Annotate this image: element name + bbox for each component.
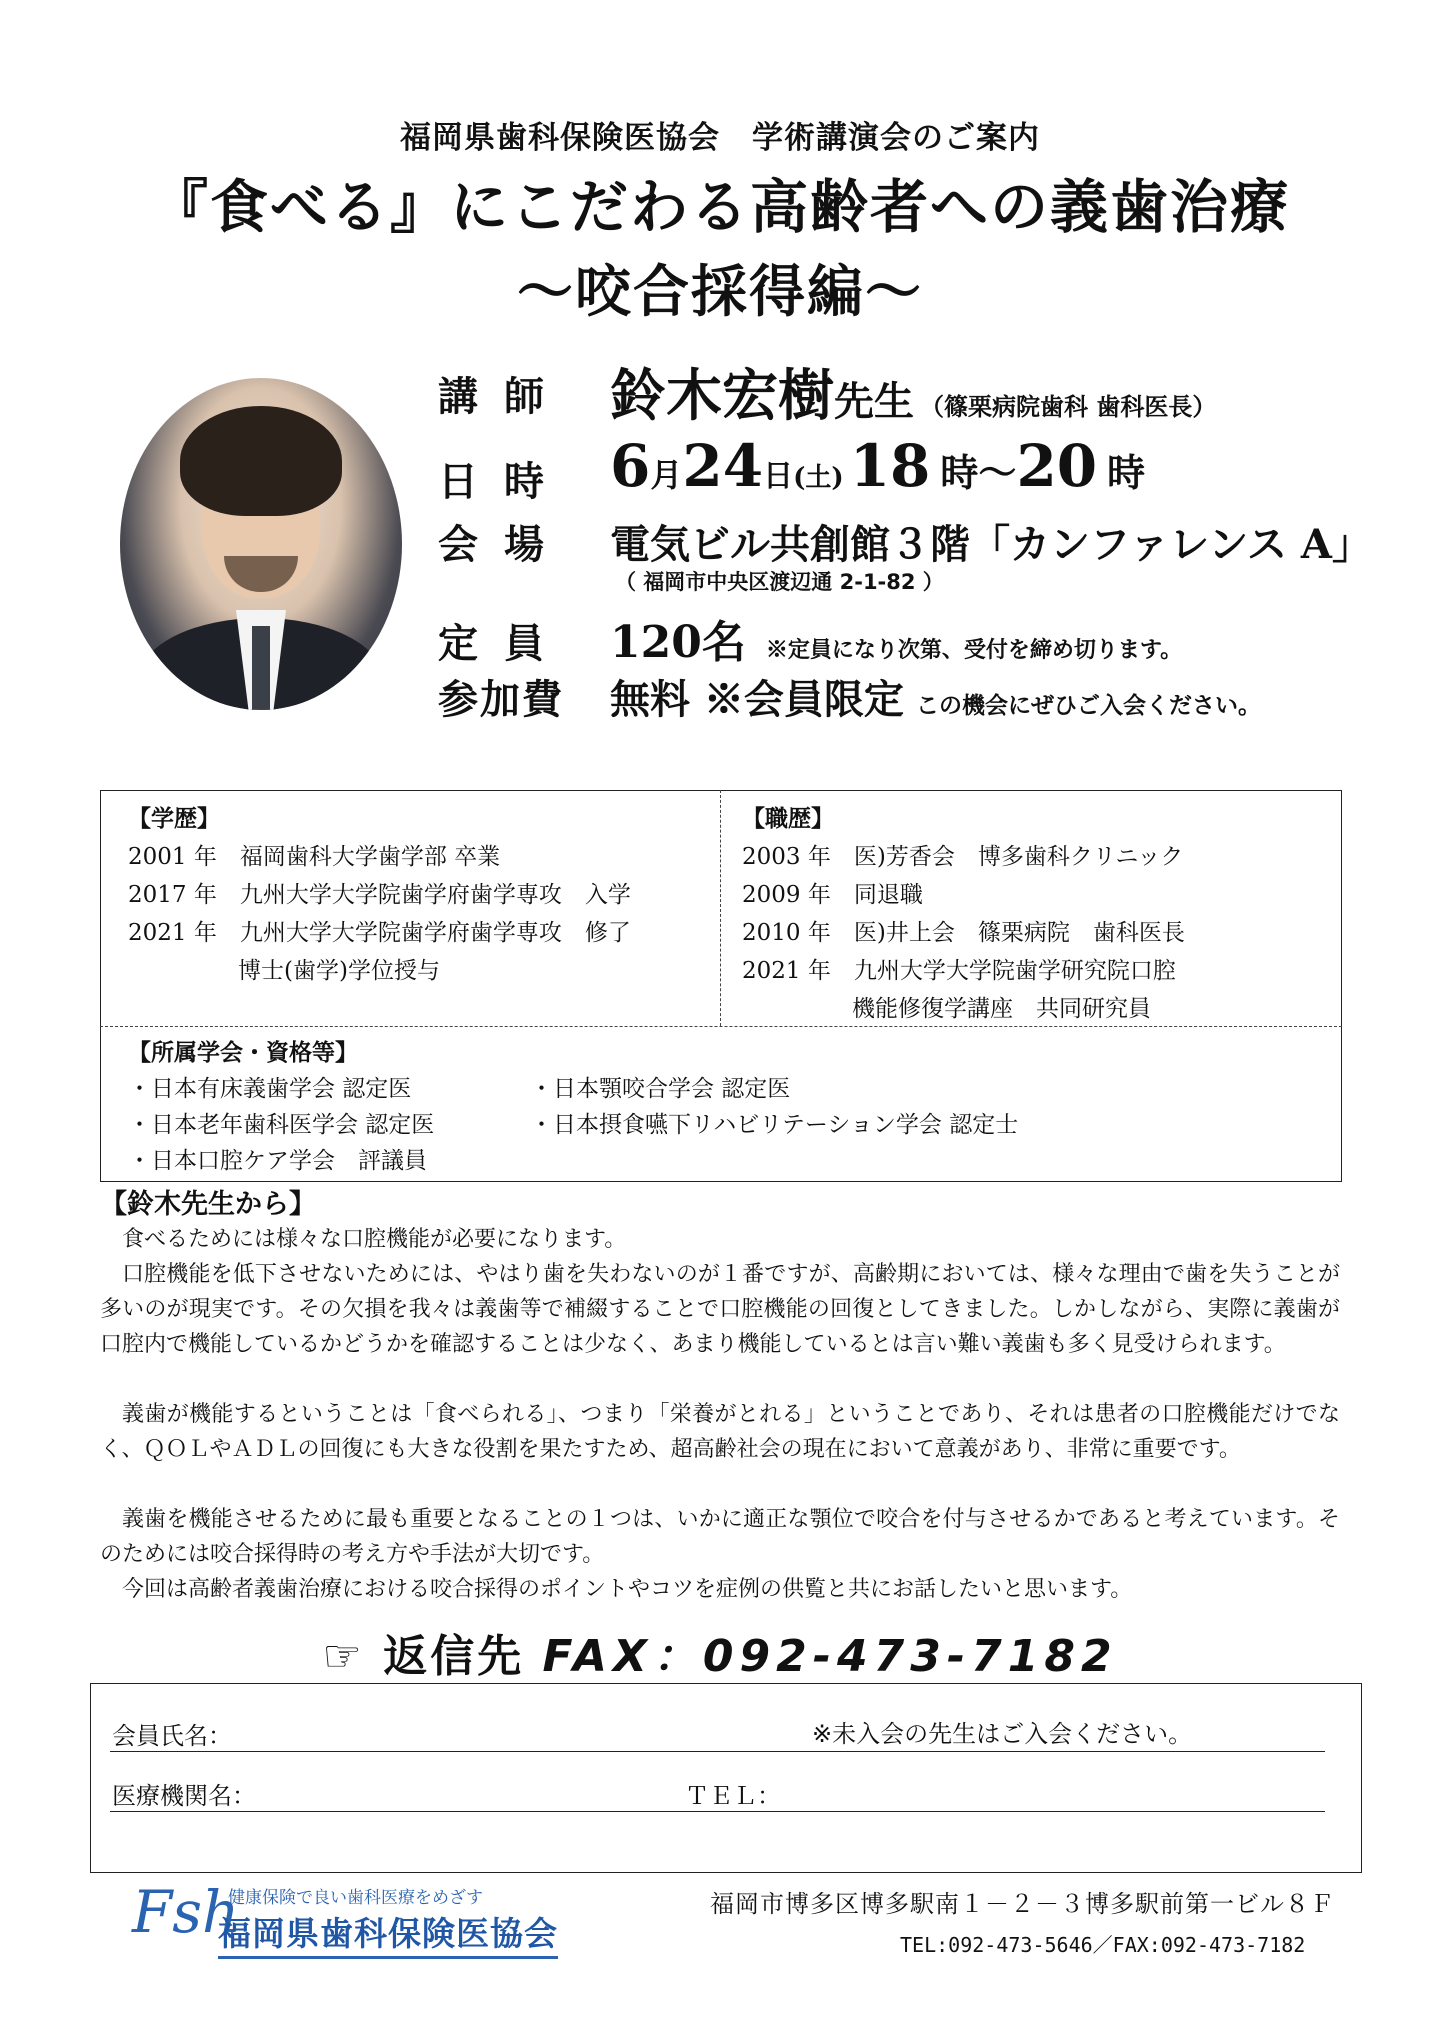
- venue: 電気ビル共創館３階「カンファレンス A」: [610, 521, 1372, 568]
- institution-label: 医療機関名：: [112, 1782, 256, 1810]
- capacity-label: 定員: [438, 620, 570, 667]
- career-row: 2009 年 同退職: [742, 882, 923, 908]
- profile-divider-vertical: [720, 790, 721, 1026]
- time-end: 20: [1016, 432, 1098, 500]
- event-subtitle: ～咬合採得編～: [517, 259, 923, 325]
- society-item: ・日本老年歯科医学会 認定医: [128, 1112, 435, 1138]
- education-row: 2021 年 九州大学大学院歯学府歯学専攻 修了: [128, 920, 631, 946]
- lecturer-suffix: 先生: [834, 378, 914, 425]
- career-row: 2021 年 九州大学大学院歯学研究院口腔: [742, 958, 1176, 984]
- date-day-unit: 日: [763, 459, 794, 494]
- logo-tagline: 健康保険で良い歯科医療をめざす: [228, 1888, 483, 1908]
- fee-line: [610, 668, 1261, 725]
- date-line: [610, 432, 1145, 500]
- career-row: 2010 年 医)井上会 篠栗病院 歯科医長: [742, 920, 1185, 946]
- organizer-heading: 福岡県歯科保険医協会 学術講演会のご案内: [400, 120, 1040, 156]
- capacity-note: ※定員になり次第、受付を締め切ります。: [765, 637, 1183, 663]
- fee-label: 参加費: [438, 676, 564, 723]
- society-item: ・日本有床義歯学会 認定医: [128, 1076, 412, 1102]
- society-item: ・日本口腔ケア学会 評議員: [128, 1148, 427, 1174]
- capacity-line: [610, 606, 1182, 670]
- non-member-note: ※未入会の先生はご入会ください。: [812, 1720, 1193, 1748]
- date-label: 日時: [438, 458, 570, 505]
- pointing-hand-icon: ☞: [322, 1631, 365, 1682]
- fee: 無料 ※会員限定: [610, 676, 904, 723]
- career-row: 機能修復学講座 共同研究員: [852, 996, 1151, 1022]
- message-paragraph: 義歯を機能させるために最も重要となることの１つは、いかに適正な顎位で咬合を付与させるかであると考えています。そのためには咬合採得時の考え方や手法が大切です。: [100, 1507, 1340, 1567]
- reply-fax-line: [0, 1620, 1440, 1684]
- lecturer-photo: [120, 378, 402, 710]
- message-paragraph: 食べるためには様々な口腔機能が必要になります。: [122, 1227, 627, 1252]
- reply-fax-number: FAX：092-473-7182: [542, 1631, 1118, 1682]
- message-paragraph: 義歯が機能するということは「食べられる」、つまり「栄養がとれる」ということであり、それは患者の口腔機能だけでなく、ＱＯＬやＡＤＬの回復にも大きな役割を果たすため、超高齢社会の現在において意義があり、非常に重要です。: [100, 1402, 1340, 1462]
- message-heading: 【鈴木先生から】: [100, 1189, 316, 1220]
- career-row: 2003 年 医)芳香会 博多歯科クリニック: [742, 844, 1184, 870]
- venue-label: 会場: [438, 521, 570, 568]
- footer-contact: TEL:092-473-5646／FAX:092-473-7182: [900, 1933, 1306, 1957]
- message-paragraph: 今回は高齢者義歯治療における咬合採得のポイントやコツを症例の供覧と共にお話したいと思います。: [122, 1577, 1133, 1602]
- venue-address: （ 福岡市中央区渡辺通 2-1-82 ）: [615, 570, 944, 594]
- time-start: 18: [849, 432, 931, 500]
- date-month-unit: 月: [650, 456, 683, 494]
- fsh-logo: Fsh: [132, 1878, 240, 1946]
- lecturer-affiliation: （篠栗病院歯科 歯科医長）: [920, 392, 1217, 421]
- fee-note: この機会にぜひご入会ください。: [915, 692, 1261, 719]
- education-row: 博士(歯学)学位授与: [238, 958, 440, 984]
- member-name-field[interactable]: [110, 1751, 1325, 1752]
- event-title: 『食べる』にこだわる高齢者への義歯治療: [149, 173, 1290, 241]
- education-row: 2001 年 福岡歯科大学歯学部 卒業: [128, 844, 501, 870]
- date-day: 24: [682, 432, 764, 500]
- education-row: 2017 年 九州大学大学院歯学府歯学専攻 入学: [128, 882, 631, 908]
- reply-label: 返信先: [383, 1631, 525, 1682]
- date-weekday: (土): [793, 463, 844, 493]
- message-paragraph: 口腔機能を低下させないためには、やはり歯を失わないのが１番ですが、高齢期においては、様々な理由で歯を失うことが多いのが現実です。その欠損を我々は義歯等で補綴することで口腔機能の回復としてきました。しかしながら、実際に義歯が口腔内で機能しているかどうかを確認することは少なく、あまり機能しているとは言い難い義歯も多く見受けられます。: [100, 1262, 1340, 1357]
- capacity: 120名: [610, 617, 746, 668]
- date-month: 6: [610, 432, 651, 500]
- time-unit: 時: [1107, 450, 1146, 495]
- education-heading: 【学歴】: [128, 805, 220, 832]
- profile-divider-horizontal: [100, 1026, 1342, 1027]
- career-heading: 【職歴】: [742, 805, 834, 832]
- lecturer-line: [610, 352, 1216, 432]
- lecturer-name: 鈴木宏樹: [610, 363, 834, 429]
- institution-tel-field[interactable]: [110, 1811, 1325, 1812]
- societies-heading: 【所属学会・資格等】: [128, 1039, 358, 1066]
- society-item: ・日本顎咬合学会 認定医: [530, 1076, 791, 1102]
- society-item: ・日本摂食嚥下リハビリテーション学会 認定士: [530, 1112, 1019, 1138]
- time-separator: 時～: [940, 450, 1017, 495]
- association-name: 福岡県歯科保険医協会: [218, 1914, 558, 1953]
- footer-address: 福岡市博多区博多駅南１－２－３博多駅前第一ビル８Ｆ: [710, 1890, 1335, 1918]
- tel-label: ＴＥＬ：: [685, 1782, 781, 1810]
- member-name-label: 会員氏名：: [112, 1722, 232, 1750]
- lecturer-label: 講師: [438, 373, 570, 420]
- logo-underline: [218, 1956, 558, 1959]
